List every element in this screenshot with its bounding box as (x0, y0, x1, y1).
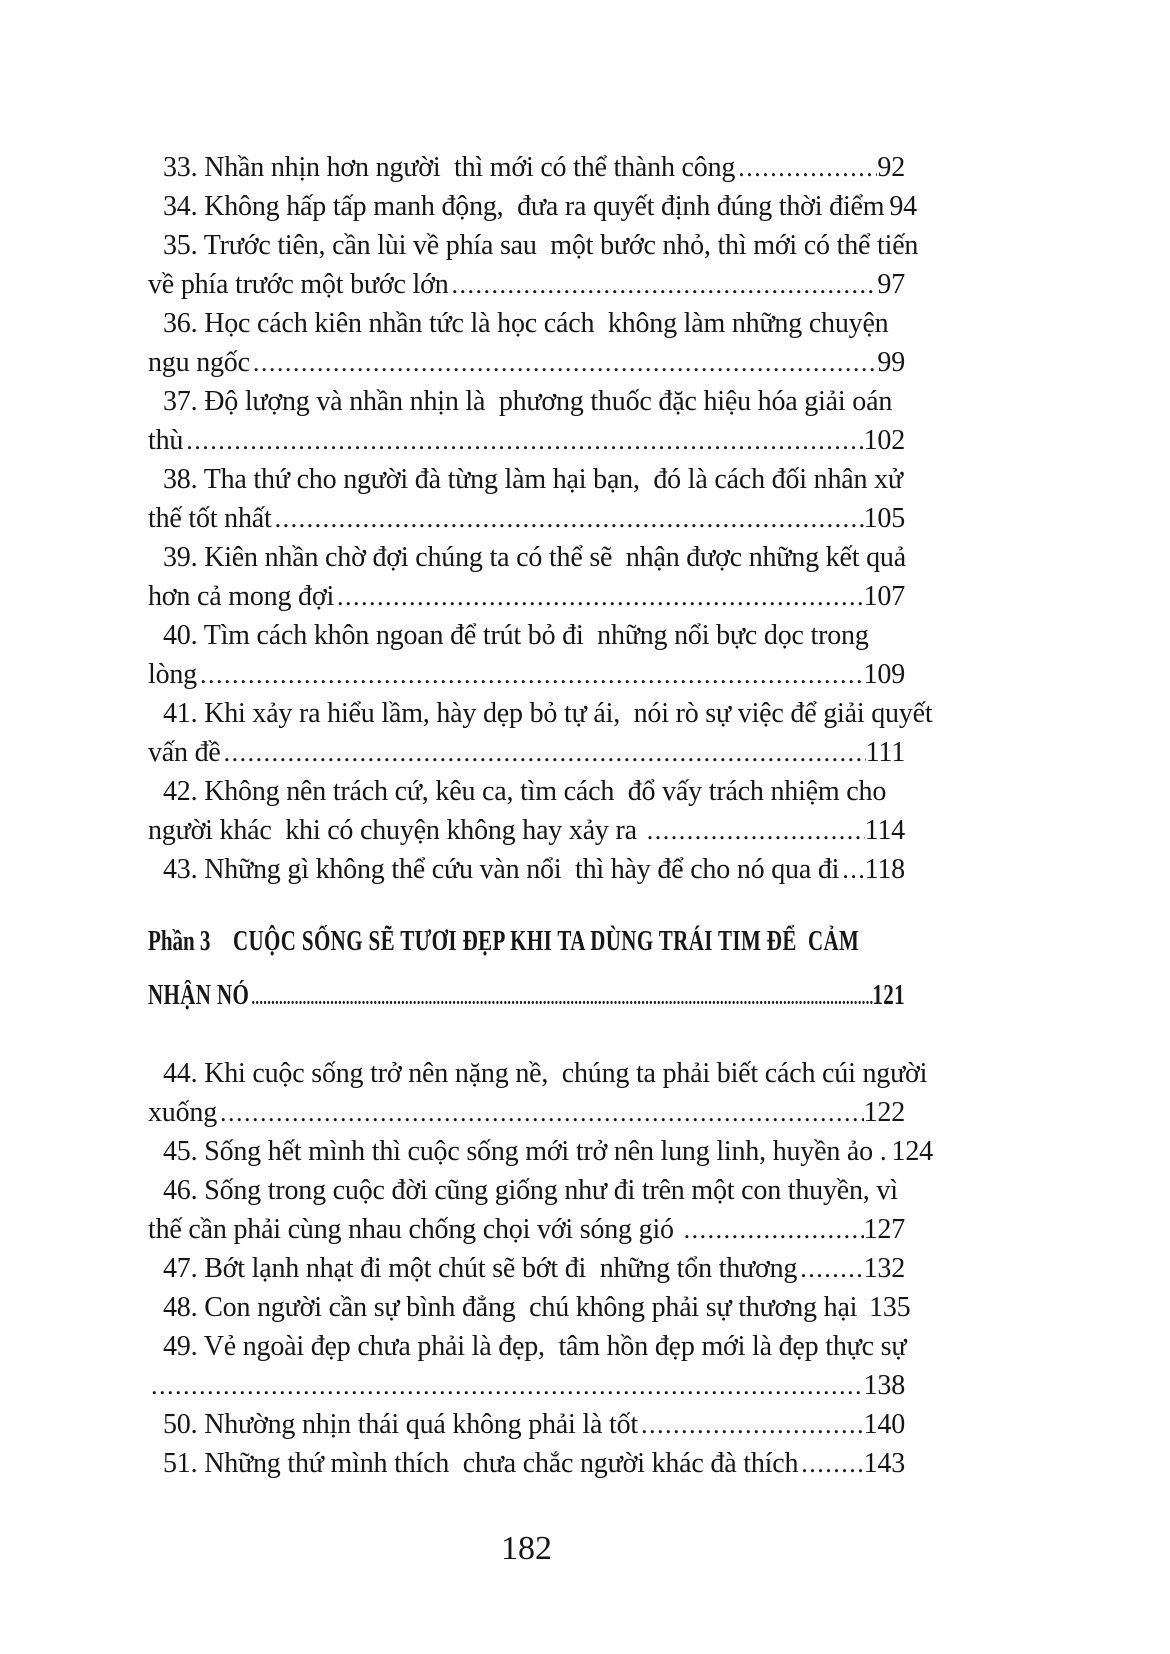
toc-row (148, 616, 905, 655)
toc-entry-text: xuống (148, 1097, 218, 1128)
toc-entry-text: thù (148, 425, 184, 456)
toc-entry-text: người khác khi có chuyện không hay xảy ra (148, 815, 644, 846)
toc-entry-text: 36. Học cách kiên nhần tức là học cách không làm những chuyện (163, 308, 889, 339)
toc-row (148, 265, 905, 304)
toc-entry-text: 41. Khi xảy ra hiểu lầm, hày dẹp bỏ tự ái, nói rò sự việc để giải quyết (163, 698, 933, 729)
toc-row (148, 1288, 911, 1327)
toc-page-number: 107 (863, 581, 905, 612)
toc-page-number: 111 (865, 737, 905, 768)
toc-row (148, 655, 905, 694)
toc-page-number: 102 (863, 425, 905, 456)
toc-entry-text: 48. Con người cần sự bình đẳng chú không phải sự thương hại (163, 1292, 865, 1323)
toc-row (148, 1444, 905, 1483)
dot-leader (449, 265, 878, 304)
toc-row (148, 343, 905, 382)
toc-row (148, 1132, 933, 1171)
toc-row (148, 694, 933, 733)
toc-entry-text: 39. Kiên nhần chờ đợi chúng ta có thể sẽ nhận được những kết quả (163, 542, 906, 573)
toc-page-number: 138 (863, 1370, 905, 1401)
toc-section-part2-entries (148, 148, 933, 889)
toc-entry-text: lòng (148, 659, 197, 690)
toc-entry-text: 40. Tìm cách khôn ngoan để trút bỏ đi những nổi bực dọc trong (163, 620, 869, 651)
dot-leader (217, 1093, 864, 1132)
toc-entry-text: 45. Sống hết mình thì cuộc sống mới trở nên lung linh, huyền ảo . (163, 1136, 887, 1167)
toc-page-number: 92 (877, 152, 905, 183)
toc-page-number: 109 (863, 659, 905, 690)
toc-section-part3-entries (148, 1054, 933, 1483)
dot-leader (148, 1366, 864, 1405)
toc-entry-text: 38. Tha thứ cho người đà từng làm hại bạn, đó là cách đối nhân xử (163, 464, 903, 495)
toc-entry-text: 46. Sống trong cuộc đời cũng giống như đi trên một con thuyền, vì (163, 1175, 898, 1206)
toc-row (148, 1366, 905, 1405)
toc-page-number: 94 (889, 191, 917, 222)
toc-entry-text: 47. Bớt lạnh nhạt đi một chút sẽ bớt đi những tổn thương (163, 1253, 798, 1284)
section-title-line-2: NHẬN NÓ (148, 980, 250, 1011)
dot-leader (197, 655, 864, 694)
toc-row (148, 811, 905, 850)
toc-entry-text: 34. Không hấp tấp manh động, đưa ra quyết định đúng thời điểm (163, 191, 885, 222)
toc-entry-text: 42. Không nên trách cứ, kêu ca, tìm cách đổ vấy trách nhiệm cho (163, 776, 887, 807)
toc-page-number: 132 (863, 1253, 905, 1284)
toc-entry-text: hơn cả mong đợi (148, 581, 335, 612)
section-title-line-1: CUỘC SỐNG SẼ TƯƠI ĐẸP KHI TA DÙNG TRÁI TIM ĐỂ CẢM (232, 926, 860, 957)
toc-entry-text: 33. Nhần nhịn hơn người thì mới có thể thành công (163, 152, 736, 183)
toc-entry-text: vấn đề (148, 737, 221, 768)
toc-entry-text: 44. Khi cuộc sống trở nên nặng nề, chúng ta phải biết cách cúi người (163, 1058, 928, 1089)
toc-entry-text: về phía trước một bước lớn (148, 269, 449, 300)
dot-leader (272, 499, 864, 538)
section-label: Phần 3 (148, 926, 211, 957)
toc-row (148, 850, 905, 889)
toc-row (148, 772, 905, 811)
toc-page-number: 140 (863, 1409, 905, 1440)
toc-row (148, 733, 905, 772)
toc-row (148, 1093, 905, 1132)
toc-row (148, 577, 905, 616)
toc-page-number: 99 (877, 347, 905, 378)
toc-row (148, 226, 919, 265)
toc-entry-text: 49. Vẻ ngoài đẹp chưa phải là đẹp, tâm hồn đẹp mới là đẹp thực sự (163, 1331, 907, 1362)
toc-page-number: 97 (877, 269, 905, 300)
section-heading-line-1 (148, 915, 905, 969)
section-heading-line-2 (148, 969, 905, 1026)
toc-entry-text: 50. Nhường nhịn thái quá không phải là tốt (163, 1409, 638, 1440)
toc-row (148, 187, 917, 226)
toc-row (148, 460, 905, 499)
toc-entry-text: 43. Những gì không thể cứu vàn nổi thì hày để cho nó qua đi (163, 854, 840, 885)
dot-leader (839, 850, 864, 889)
section-page-number: 121 (872, 980, 905, 1011)
toc-row (148, 1405, 905, 1444)
dot-leader (681, 1210, 864, 1249)
toc-entry-text: thế cần phải cùng nhau chống chọi với sóng gió (148, 1214, 681, 1245)
toc-page-number: 114 (864, 815, 905, 846)
dot-leader (798, 1444, 863, 1483)
toc-page-number: 127 (863, 1214, 905, 1245)
toc-entry-text: 37. Độ lượng và nhần nhịn là phương thuốc đặc hiệu hóa giải oán (163, 386, 893, 417)
toc-page-number: 143 (863, 1448, 905, 1479)
dot-leader (250, 343, 878, 382)
toc-entry-text: ngu ngốc (148, 347, 250, 378)
dot-leader (735, 148, 877, 187)
toc-row (148, 538, 905, 577)
toc-entry-text: 51. Những thứ mình thích chưa chắc người khác đà thích (163, 1448, 799, 1479)
toc-entry-text: thế tốt nhất (148, 503, 272, 534)
toc-page-number: 135 (869, 1292, 911, 1323)
section-heading (148, 915, 905, 1026)
toc-row (148, 1249, 905, 1288)
toc-row (148, 1171, 905, 1210)
toc-row (148, 421, 905, 460)
page-footer (148, 1527, 905, 1571)
dot-leader (797, 1249, 863, 1288)
toc-row (148, 304, 905, 343)
toc-page-number: 105 (863, 503, 905, 534)
toc-page-number: 122 (863, 1097, 905, 1128)
dot-leader (644, 811, 865, 850)
toc-page-number: 118 (864, 854, 905, 885)
dot-leader (638, 1405, 864, 1444)
toc-page-number: 124 (891, 1136, 933, 1167)
dot-leader (249, 972, 872, 1026)
footer-page-number: 182 (501, 1530, 552, 1567)
toc-row (148, 1327, 905, 1366)
toc-row (148, 499, 905, 538)
dot-leader (183, 421, 863, 460)
toc-entry-text: 35. Trước tiên, cần lùi về phía sau một bước nhỏ, thì mới có thể tiến (163, 230, 919, 261)
toc-row (148, 148, 905, 187)
dot-leader (221, 733, 866, 772)
toc-row (148, 1054, 928, 1093)
toc-row (148, 1210, 905, 1249)
toc-row (148, 382, 905, 421)
dot-leader (334, 577, 864, 616)
